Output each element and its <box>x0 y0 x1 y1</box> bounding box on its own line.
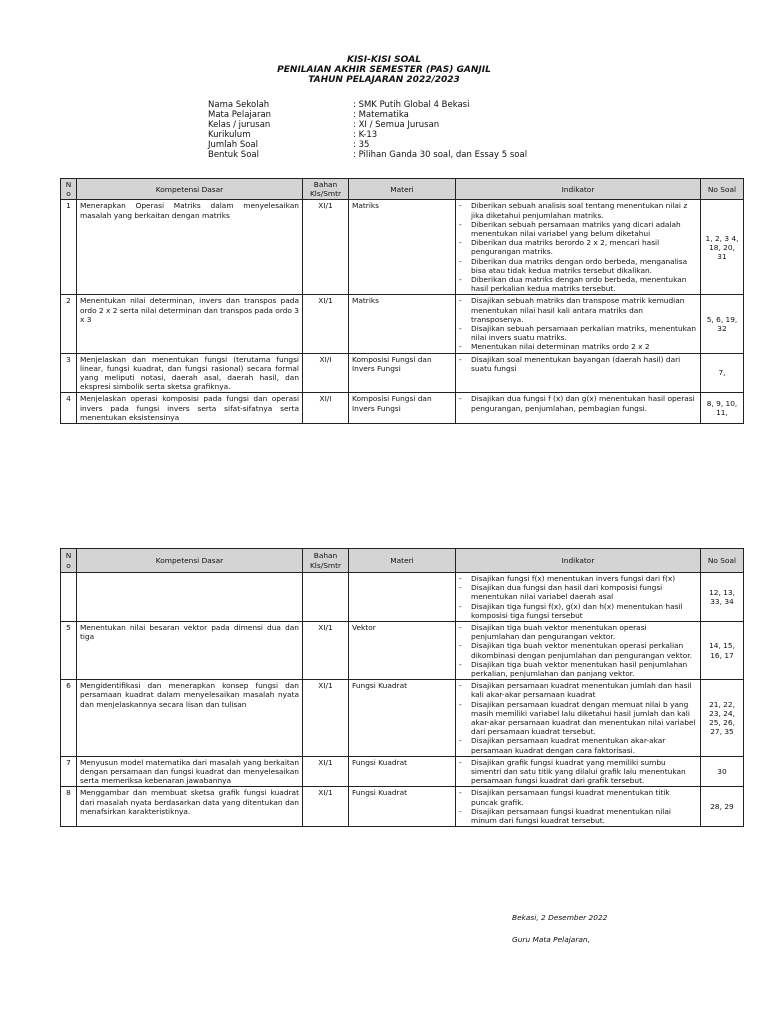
meta-label: Nama Sekolah <box>208 100 270 110</box>
meta-value: : XI / Semua Jurusan <box>353 120 440 130</box>
row-no: 6 <box>61 680 77 757</box>
indikator-item: - Disajikan persamaan kuadrat dengan memuat nilai b yang masih memiliki variabel lalu diketahui hasil jumlah dan kali akar-akar persamaan kuadrat dan menentukan nilai variabel dari persamaan kuadrat tersebut. <box>459 700 697 737</box>
indikator-item: - Disajikan persamaan kuadrat menentukan akar-akar persamaan kuadrat dengan cara faktorisasi. <box>459 736 697 754</box>
indikator-list <box>459 623 697 678</box>
indikator-item: - Disajikan persamaan fungsi kuadrat menentukan nilai minum dari fungsi kuadrat tersebut. <box>459 807 697 825</box>
table-row <box>61 756 744 787</box>
table-row <box>61 787 744 827</box>
kisi-kisi-table-page-1 <box>60 178 744 424</box>
indikator-list <box>459 394 697 412</box>
indikator-item: - Menentukan nilai determinan matriks ordo 2 x 2 <box>459 342 697 351</box>
row-no: 1 <box>61 200 77 295</box>
header-indikator: Indikator <box>456 179 701 200</box>
row-no: 5 <box>61 622 77 680</box>
table-row <box>61 622 744 680</box>
row-no-soal: 30 <box>701 756 744 787</box>
row-kompetensi-dasar: Menjelaskan operasi komposisi pada fungsi dan operasi invers pada fungsi invers serta sifat-sifatnya serta menentukan eksistensinya <box>77 393 303 424</box>
row-bahan: XI/1 <box>303 622 349 680</box>
meta-value: : K-13 <box>353 130 378 140</box>
header-row <box>61 549 744 573</box>
header-kompetensi-dasar: Kompetensi Dasar <box>77 549 303 573</box>
row-materi: Komposisi Fungsi dan Invers Fungsi <box>349 353 456 393</box>
meta-row <box>208 130 527 140</box>
row-no-soal: 21, 22, 23, 24, 25, 26, 27, 35 <box>701 680 744 757</box>
indikator-item: - Diberikan dua matriks dengan ordo berbeda, menganalisa bisa atau tidak kedua matriks tersebut dikalikan. <box>459 257 697 275</box>
signature-role: Guru Mata Pelajaran, <box>512 935 590 944</box>
row-kompetensi-dasar: Menentukan nilai besaran vektor pada dimensi dua dan tiga <box>77 622 303 680</box>
row-no: 2 <box>61 295 77 353</box>
row-bahan: XI/I <box>303 353 349 393</box>
indikator-item: - Disajikan persamaan kuadrat menentukan jumlah dan hasil kali akar-akar persamaan kuadrat <box>459 681 697 699</box>
indikator-item: - Disajikan sebuah matriks dan transpose matrik kemudian menentukan nilai hasil kali antara matriks dan transposenya. <box>459 296 697 324</box>
row-materi: Matriks <box>349 200 456 295</box>
row-no-soal: 5, 6, 19, 32 <box>701 295 744 353</box>
row-materi: Fungsi Kuadrat <box>349 680 456 757</box>
meta-label: Kurikulum <box>208 130 251 140</box>
header-no-soal: No Soal <box>701 179 744 200</box>
row-materi <box>349 573 456 622</box>
row-no-soal: 14, 15, 16, 17 <box>701 622 744 680</box>
meta-row <box>208 140 527 150</box>
indikator-list <box>459 201 697 293</box>
meta-label: Jumlah Soal <box>208 140 258 150</box>
indikator-list <box>459 681 697 755</box>
meta-row <box>208 110 527 120</box>
signature-place-date: Bekasi, 2 Desember 2022 <box>512 913 608 922</box>
row-bahan: XI/1 <box>303 680 349 757</box>
row-no <box>61 573 77 622</box>
row-materi: Matriks <box>349 295 456 353</box>
row-kompetensi-dasar: Menyusun model matematika dari masalah yang berkaitan dengan persamaan dan fungsi kuadrat dan menyelesaikan serta memeriksa kebenaran jawabannya <box>77 756 303 787</box>
header-no: N o <box>61 549 77 573</box>
header-materi: Materi <box>349 179 456 200</box>
indikator-item: - Disajikan fungsi f(x) menentukan invers fungsi dari f(x) <box>459 574 697 583</box>
title-line-3: TAHUN PELAJARAN 2022/2023 <box>308 75 460 85</box>
title-line-2: PENILAIAN AKHIR SEMESTER (PAS) GANJIL <box>277 65 491 75</box>
row-no: 7 <box>61 756 77 787</box>
indikator-list <box>459 355 697 373</box>
title-line-1: KISI-KISI SOAL <box>346 55 421 65</box>
header-no-soal: No Soal <box>701 549 744 573</box>
meta-row <box>208 100 527 110</box>
meta-value: : Pilihan Ganda 30 soal, dan Essay 5 soal <box>353 150 528 160</box>
header-row <box>61 179 744 200</box>
row-bahan: XI/1 <box>303 200 349 295</box>
meta-row <box>208 150 527 160</box>
row-no-soal: 28, 29 <box>701 787 744 827</box>
row-indikator <box>456 756 701 787</box>
table-row <box>61 200 744 295</box>
row-materi: Fungsi Kuadrat <box>349 756 456 787</box>
indikator-item: - Diberikan dua matriks dengan ordo berbeda, menentukan hasil perkalian kedua matriks tersebut. <box>459 275 697 293</box>
meta-value: : Matematika <box>353 110 409 120</box>
row-no: 3 <box>61 353 77 393</box>
header-indikator: Indikator <box>456 549 701 573</box>
indikator-item: - Disajikan sebuah persamaan perkalian matriks, menentukan nilai invers suatu matriks. <box>459 324 697 342</box>
indikator-item: - Disajikan tiga fungsi f(x), g(x) dan h(x) menentukan hasil komposisi tiga fungsi tersebut <box>459 602 697 620</box>
row-kompetensi-dasar: Menjelaskan dan menentukan fungsi (terutama fungsi linear, fungsi kuadrat, dan fungsi rasional) secara formal yang meliputi notasi, daerah asal, daerah hasil, dan ekspresi simbolik serta sketsa grafiknya. <box>77 353 303 393</box>
indikator-item: - Disajikan grafik fungsi kuadrat yang memiliki sumbu simentri dan satu titik yang dilalui grafik lalu menentukan persamaan fungsi kuadrat dari grafik tersebut. <box>459 758 697 786</box>
row-no-soal: 8, 9, 10, 11, <box>701 393 744 424</box>
indikator-item: - Diberikan dua matriks berordo 2 x 2, mencari hasil pengurangan matriks. <box>459 238 697 256</box>
table-row <box>61 573 744 622</box>
table-row <box>61 353 744 393</box>
row-kompetensi-dasar <box>77 573 303 622</box>
row-bahan <box>303 573 349 622</box>
meta-value: : SMK Putih Global 4 Bekasi <box>353 100 470 110</box>
indikator-list <box>459 758 697 786</box>
row-indikator <box>456 295 701 353</box>
row-indikator <box>456 573 701 622</box>
indikator-item: - Disajikan dua fungsi f (x) dan g(x) menentukan hasil operasi pengurangan, penjumlahan, pembagian fungsi. <box>459 394 697 412</box>
meta-label: Kelas / jurusan <box>208 120 271 130</box>
row-kompetensi-dasar: Menggambar dan membuat sketsa grafik fungsi kuadrat dari masalah nyata berdasarkan data yang ditentukan dan menafsirkan karakteristiknya. <box>77 787 303 827</box>
indikator-item: - Diberikan sebuah analisis soal tentang menentukan nilai z jika diketahui penjumlahan matriks. <box>459 201 697 219</box>
row-kompetensi-dasar: Mengidentifikasi dan menerapkan konsep fungsi dan persamaan kuadrat dalam menyelesaikan masalah nyata dan menjelaskannya secara lisan dan tulisan <box>77 680 303 757</box>
indikator-item: - Disajikan tiga buah vektor menentukan operasi perkalian dikombinasi dengan penjumlahan dan pengurangan vektor. <box>459 641 697 659</box>
header-kompetensi-dasar: Kompetensi Dasar <box>77 179 303 200</box>
row-materi: Komposisi Fungsi dan Invers Fungsi <box>349 393 456 424</box>
school-info <box>208 100 527 160</box>
row-indikator <box>456 622 701 680</box>
meta-row <box>208 120 527 130</box>
indikator-item: - Disajikan persamaan fungsi kuadrat menentukan titik puncak grafik. <box>459 788 697 806</box>
meta-label: Mata Pelajaran <box>208 110 272 120</box>
document-title <box>0 55 768 85</box>
row-indikator <box>456 787 701 827</box>
indikator-item: - Disajikan dua fungsi dan hasil dari komposisi fungsi menentukan nilai variabel daerah asal <box>459 583 697 601</box>
table-row <box>61 393 744 424</box>
kisi-kisi-table-page-2 <box>60 548 744 827</box>
indikator-list <box>459 788 697 825</box>
row-no: 4 <box>61 393 77 424</box>
meta-value: : 35 <box>353 140 370 150</box>
row-bahan: XI/I <box>303 393 349 424</box>
indikator-item: - Disajikan tiga buah vektor menentukan hasil penjumlahan perkalian, penjumlahan dan panjang vektor. <box>459 660 697 678</box>
indikator-item: - Diberikan sebuah persamaan matriks yang dicari adalah menentukan nilai variabel yang belum diketahui <box>459 220 697 238</box>
row-bahan: XI/1 <box>303 756 349 787</box>
meta-label: Bentuk Soal <box>208 150 259 160</box>
row-kompetensi-dasar: Menerapkan Operasi Matriks dalam menyelesaikan masalah yang berkaitan dengan matriks <box>77 200 303 295</box>
indikator-list <box>459 574 697 620</box>
row-indikator <box>456 393 701 424</box>
row-indikator <box>456 200 701 295</box>
row-materi: Vektor <box>349 622 456 680</box>
indikator-item: - Disajikan soal menentukan bayangan (daerah hasil) dari suatu fungsi <box>459 355 697 373</box>
header-materi: Materi <box>349 549 456 573</box>
row-no-soal: 12, 13, 33, 34 <box>701 573 744 622</box>
table-row <box>61 680 744 757</box>
header-bahan: Bahan Kls/Smtr <box>303 549 349 573</box>
row-no-soal: 7, <box>701 353 744 393</box>
indikator-list <box>459 296 697 351</box>
row-indikator <box>456 353 701 393</box>
table-row <box>61 295 744 353</box>
row-indikator <box>456 680 701 757</box>
row-bahan: XI/1 <box>303 295 349 353</box>
row-bahan: XI/1 <box>303 787 349 827</box>
header-no: N o <box>61 179 77 200</box>
row-no: 8 <box>61 787 77 827</box>
row-materi: Fungsi Kuadrat <box>349 787 456 827</box>
indikator-item: - Disajikan tiga buah vektor menentukan operasi penjumlahan dan pengurangan vektor. <box>459 623 697 641</box>
row-kompetensi-dasar: Menentukan nilai determinan, invers dan transpos pada ordo 2 x 2 serta nilai determinan dan transpos pada ordo 3 x 3 <box>77 295 303 353</box>
row-no-soal: 1, 2, 3 4, 18, 20, 31 <box>701 200 744 295</box>
header-bahan: Bahan Kls/Smtr <box>303 179 349 200</box>
